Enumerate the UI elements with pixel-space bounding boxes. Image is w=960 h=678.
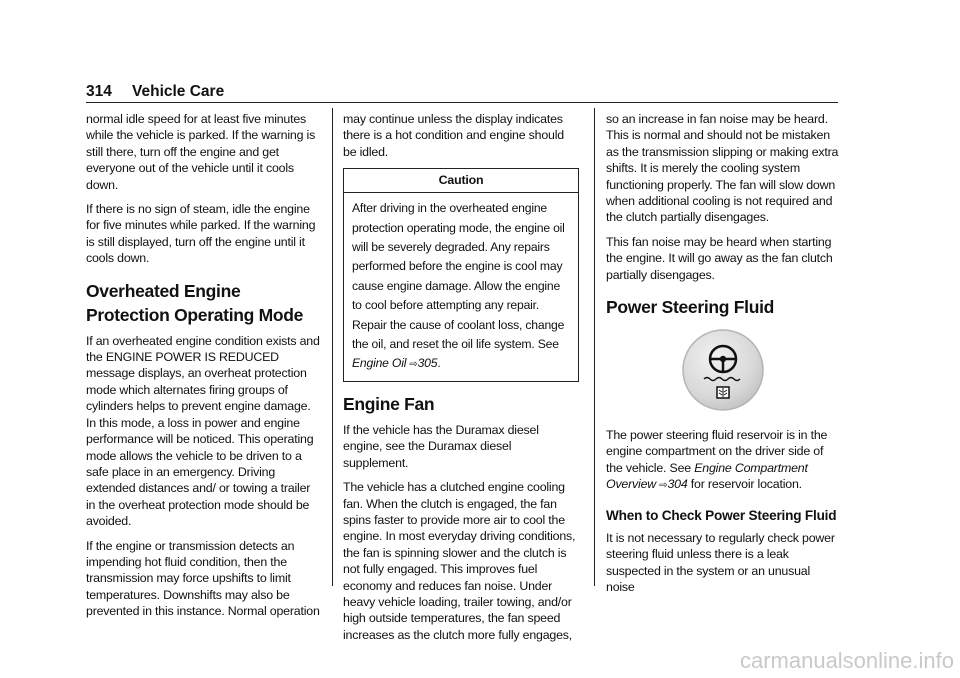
ps-text-end: for reservoir location.	[687, 477, 802, 492]
paragraph: The vehicle has a clutched engine cooling fan. When the clutch is engaged, the fan spins faster to provide more air to cool the engine. In most everyday driving conditions, the fan is spinning slower and the clutch is not fully engaged. This improves fuel economy and reduces fan noise. Under heavy vehicle loading, trailer towing, and/or high outside temperatures, the fan speed increases as the clutch more fully engages,	[343, 480, 576, 642]
power-steering-fluid-icon-svg	[680, 327, 766, 413]
paragraph: If an overheated engine condition exists and the ENGINE POWER IS REDUCED message displays, an overheat protection mode which alternates firing groups of cylinders helps to prevent engine damage. In this mode, a loss in power and engine performance will be noticed. This operating mode allows the vehicle to be driven to a safe place in an emergency. Driving extended distances and/ or towing a trailer in the overheat protection mode should be avoided.	[86, 333, 320, 529]
caution-box	[343, 168, 579, 382]
paragraph: may continue unless the display indicates there is a hot condition and engine should be idled.	[343, 112, 564, 159]
watermark: carmanualsonline.info	[739, 648, 954, 673]
column-1	[86, 111, 322, 628]
heading-when-to-check: When to Check Power Steering Fluid	[606, 507, 837, 523]
power-steering-fluid-icon	[606, 327, 840, 415]
caution-text: After driving in the overheated engine protection operating mode, the engine oil will be severely degraded. Any repairs performed before the engine is cool may cause engine damage. Allow the engine to cool before attempting any repair. Repair the cause of coolant loss, change the oil, and reset the oil life system. See	[352, 201, 565, 352]
paragraph: normal idle speed for at least five minutes while the vehicle is parked. If the warning is still there, turn off the engine and get everyone out of the vehicle until it cools down.	[86, 112, 316, 192]
engine-compartment-overview-link[interactable]: Engine Compartment Overview	[606, 460, 808, 492]
page-ref-304[interactable]: 304	[667, 477, 688, 492]
paragraph: If the engine or transmission detects an impending hot fluid condition, then the transmission may force upshifts to limit temperatures. Downshifts may also be prevented in this instance. Normal operation	[86, 538, 320, 619]
paragraph: If there is no sign of steam, idle the engine for five minutes while parked. If the warning is still displayed, turn off the engine until it cools down.	[86, 202, 316, 266]
heading-overheated-engine-protection: Overheated Engine Protection Operating Mode	[86, 280, 304, 325]
column-3	[606, 111, 840, 603]
caution-title: Caution	[344, 169, 578, 193]
paragraph	[606, 427, 840, 495]
column-divider-2	[594, 108, 595, 586]
page-ref-305[interactable]: 305	[417, 356, 438, 371]
page-number: 314	[86, 83, 112, 100]
engine-oil-link[interactable]: Engine Oil	[352, 356, 407, 371]
paragraph: If the vehicle has the Duramax diesel engine, see the Duramax diesel supplement.	[343, 422, 539, 470]
caution-end: .	[437, 356, 441, 371]
section-title: Vehicle Care	[132, 83, 225, 100]
page-ref-arrow-icon: ⇨	[659, 480, 668, 492]
page-ref-arrow-icon: ⇨	[409, 359, 418, 371]
paragraph: It is not necessary to regularly check power steering fluid unless there is a leak suspected in the system or an unusual noise	[606, 530, 835, 594]
header-rule	[86, 102, 838, 103]
paragraph: This fan noise may be heard when starting the engine. It will go away as the fan clutch partially disengages.	[606, 234, 833, 282]
heading-engine-fan: Engine Fan	[343, 393, 435, 414]
caution-body	[344, 193, 578, 381]
paragraph: so an increase in fan noise may be heard. This is normal and should not be mistaken as the transmission slipping or making extra shifts. It is merely the cooling system functioning properly. The fan will slow down when additional cooling is not required and the clutch partially disengages.	[606, 112, 839, 225]
column-divider-1	[332, 108, 333, 586]
column-2	[343, 111, 579, 651]
ps-text: The power steering fluid reservoir is in the engine compartment on the driver side of the vehicle. See	[606, 428, 828, 475]
heading-power-steering-fluid: Power Steering Fluid	[606, 297, 775, 318]
